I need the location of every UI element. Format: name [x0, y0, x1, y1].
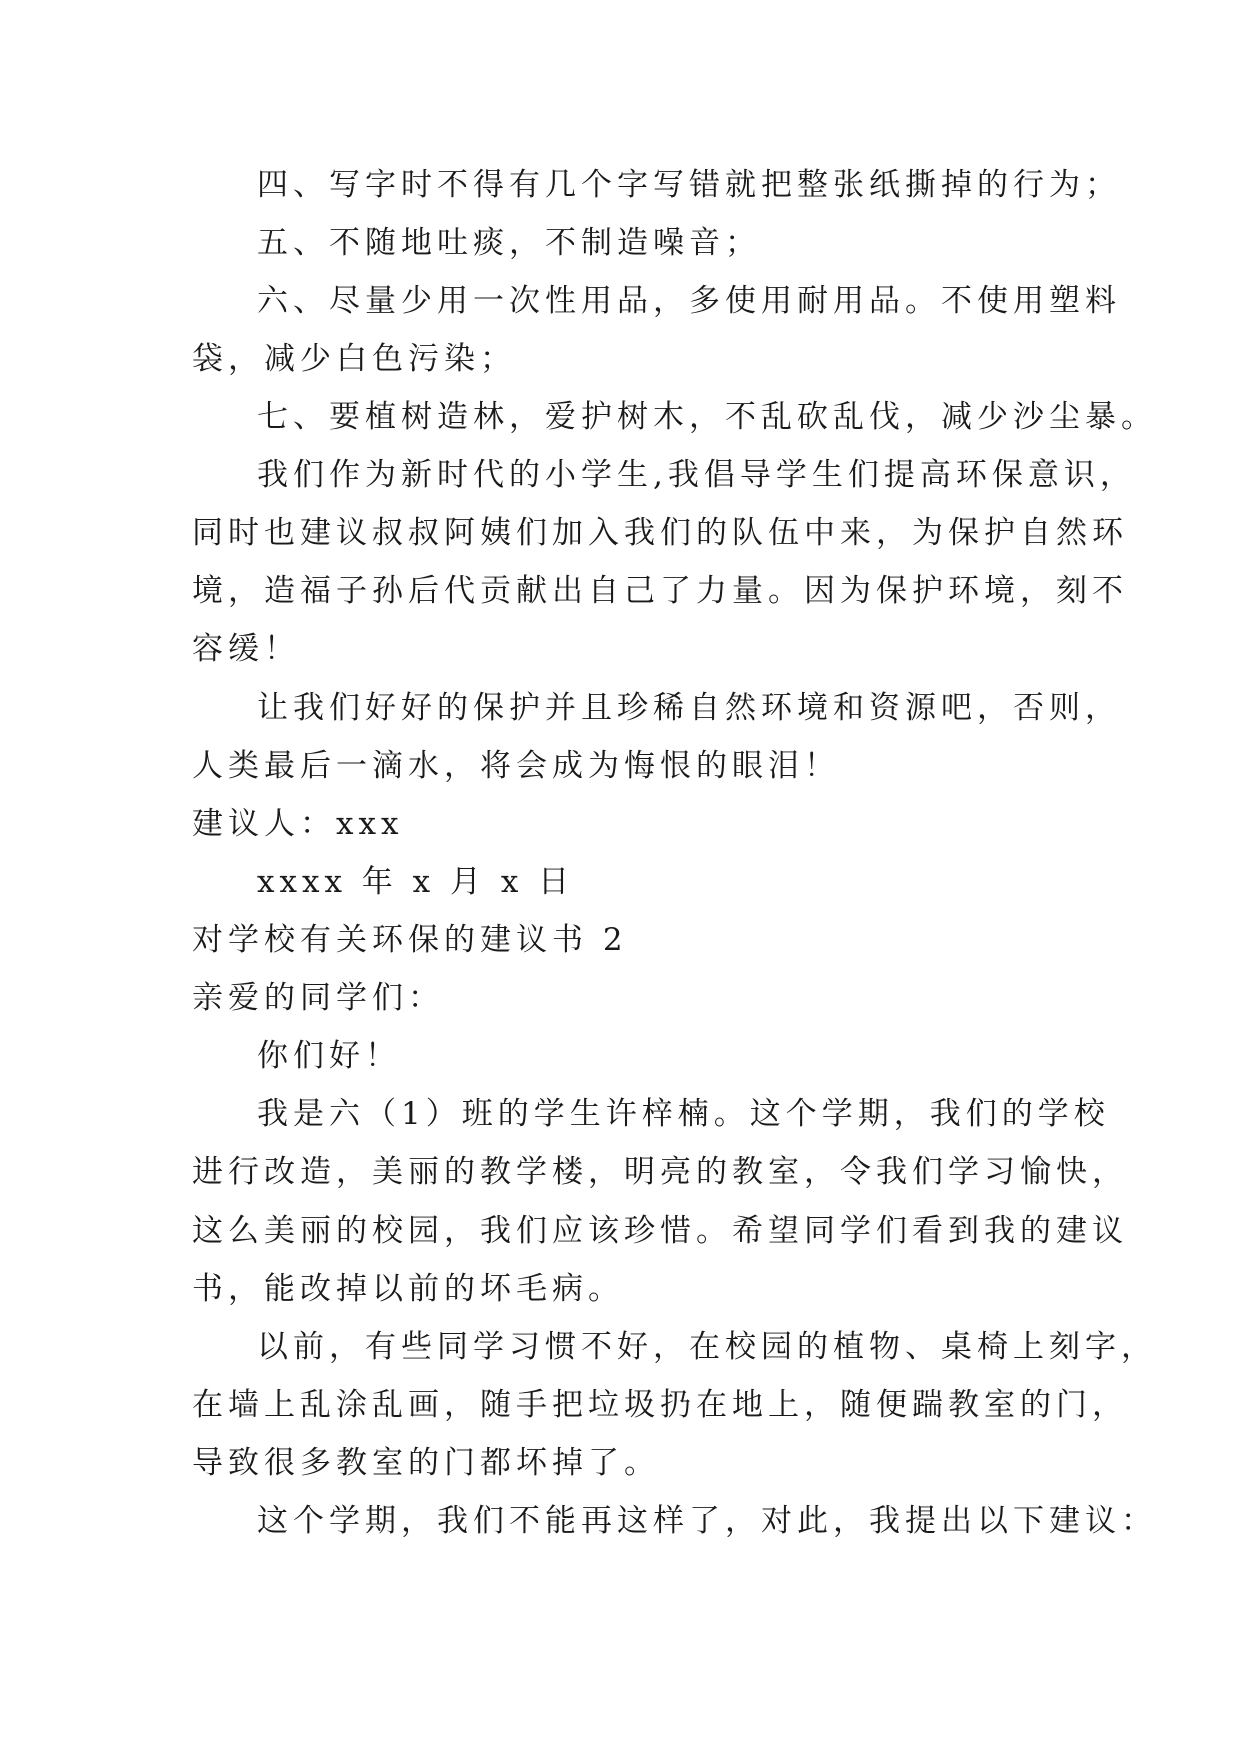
paragraph-line: 容缓！ [192, 631, 300, 667]
paragraph-line: 进行改造，美丽的教学楼，明亮的教室，令我们学习愉快， [192, 1154, 1128, 1190]
rule-four: 四、写字时不得有几个字写错就把整张纸撕掉的行为； [257, 167, 1121, 203]
paragraph-line: 同时也建议叔叔阿姨们加入我们的队伍中来，为保护自然环 [192, 515, 1128, 551]
rule-five: 五、不随地吐痰，不制造噪音； [257, 225, 761, 261]
salutation: 亲爱的同学们： [192, 980, 444, 1016]
section-title: 对学校有关环保的建议书 2 [192, 922, 628, 958]
rule-seven: 七、要植树造林，爱护树木，不乱砍乱伐，减少沙尘暴。 [257, 399, 1157, 435]
greeting: 你们好！ [257, 1038, 401, 1074]
paragraph-line: 导致很多教室的门都坏掉了。 [192, 1445, 660, 1481]
paragraph-line: 这么美丽的校园，我们应该珍惜。希望同学们看到我的建议 [192, 1213, 1128, 1249]
rule-six-line-1: 六、尽量少用一次性用品，多使用耐用品。不使用塑料 [257, 283, 1121, 319]
paragraph-line: 我是六（1）班的学生许梓楠。这个学期，我们的学校 [257, 1096, 1110, 1132]
signature-line: 建议人：xxx [192, 806, 404, 842]
paragraph-line: 境，造福子孙后代贡献出自己了力量。因为保护环境，刻不 [192, 573, 1128, 609]
paragraph-line: 我们作为新时代的小学生,我倡导学生们提高环保意识， [257, 457, 1136, 493]
paragraph-line: 这个学期，我们不能再这样了，对此，我提出以下建议： [257, 1503, 1157, 1539]
paragraph-line: 人类最后一滴水，将会成为悔恨的眼泪！ [192, 748, 840, 784]
paragraph-line: 让我们好好的保护并且珍稀自然环境和资源吧，否则， [257, 690, 1121, 726]
paragraph-line: 书，能改掉以前的坏毛病。 [192, 1271, 624, 1307]
paragraph-line: 在墙上乱涂乱画，随手把垃圾扔在地上，随便踹教室的门， [192, 1387, 1128, 1423]
paragraph-line: 以前，有些同学习惯不好，在校园的植物、桌椅上刻字， [257, 1329, 1157, 1365]
date-line: xxxx 年 x 月 x 日 [257, 864, 575, 900]
rule-six-line-2: 袋，减少白色污染； [192, 341, 516, 377]
